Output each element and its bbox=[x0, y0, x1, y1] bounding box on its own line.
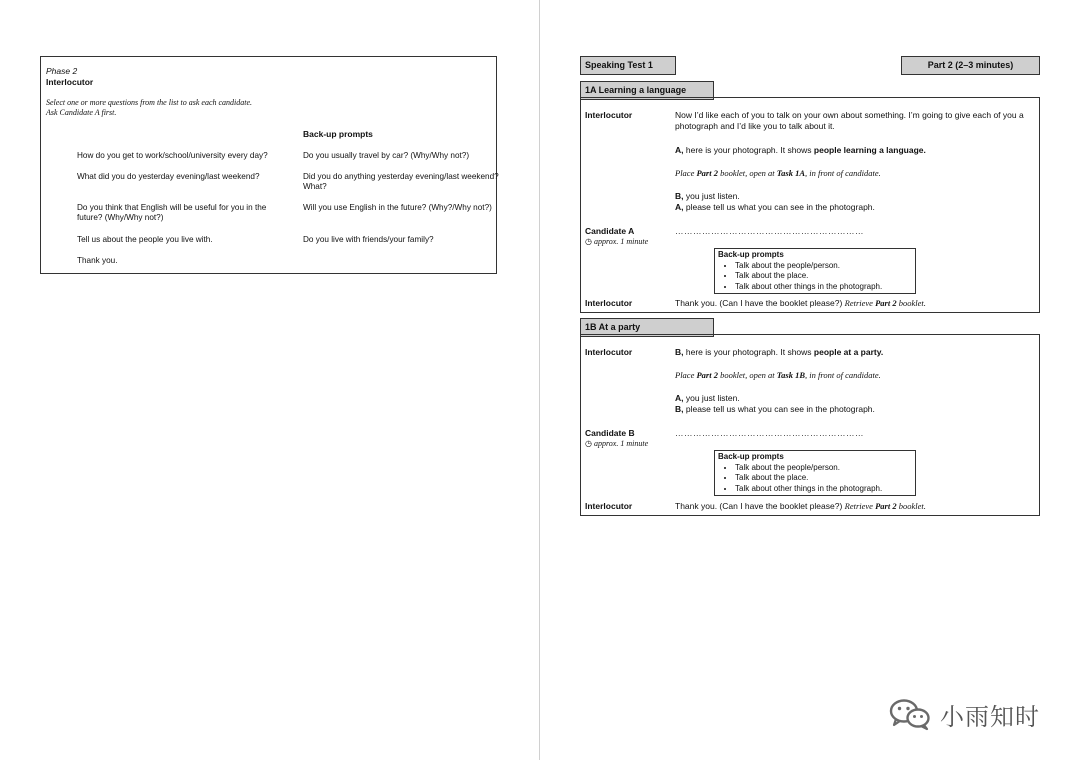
retrieve-text: booklet. bbox=[896, 298, 926, 308]
list-item: • Talk about the place. bbox=[735, 473, 912, 484]
backup-prompt: Do you usually travel by car? (Why/Why not?) bbox=[303, 151, 470, 160]
photo-topic: people at a party. bbox=[813, 347, 884, 357]
speaking-test-label: Speaking Test 1 bbox=[580, 56, 676, 75]
task-1b-title: 1B At a party bbox=[580, 318, 714, 337]
candidate-letter: B, bbox=[675, 404, 684, 414]
place-text: booklet, open at bbox=[717, 370, 777, 380]
instructions-line-1: Select one or more questions from the list to ask each candidate. bbox=[46, 98, 253, 107]
question: How do you get to work/school/university every day? bbox=[77, 151, 268, 160]
instructions bbox=[46, 98, 491, 118]
list-item: • Talk about other things in the photograph. bbox=[735, 282, 912, 293]
place-text: booklet, open at bbox=[717, 168, 777, 178]
response-dots: ……………………………………………………… bbox=[675, 226, 864, 236]
interlocutor-label: Interlocutor bbox=[585, 347, 633, 357]
backup-prompts-title: Back-up prompts bbox=[718, 452, 784, 461]
question: What did you do yesterday evening/last weekend? bbox=[77, 172, 260, 181]
list-item: • Talk about other things in the photograph. bbox=[735, 484, 912, 495]
candidate-b-label: Candidate B bbox=[585, 428, 635, 438]
wechat-icon bbox=[888, 697, 932, 731]
watermark bbox=[888, 696, 1040, 732]
time-note bbox=[585, 237, 648, 247]
interlocutor-heading: Interlocutor bbox=[46, 77, 94, 87]
list-item: • Talk about the people/person. bbox=[735, 463, 912, 474]
phase2-box bbox=[40, 56, 497, 274]
task-1b-box bbox=[580, 334, 1040, 516]
retrieve-text: Retrieve bbox=[844, 501, 876, 511]
phase-label: Phase 2 bbox=[46, 66, 78, 76]
question: Thank you. bbox=[77, 256, 118, 265]
list-item: • Talk about the place. bbox=[735, 271, 912, 282]
tell-line bbox=[675, 202, 1035, 213]
task-1a-box bbox=[580, 97, 1040, 313]
place-instruction bbox=[675, 370, 1035, 381]
time-note bbox=[585, 439, 648, 449]
interlocutor-closing-label: Interlocutor bbox=[585, 501, 633, 511]
retrieve-booklet: Part 2 bbox=[875, 298, 897, 308]
question: Do you think that English will be useful for you in the future? (Why/Why not?) bbox=[77, 203, 267, 222]
place-text: Place bbox=[675, 168, 697, 178]
time-text: approx. 1 minute bbox=[593, 439, 649, 448]
photo-line bbox=[675, 145, 1035, 156]
time-text: approx. 1 minute bbox=[593, 237, 649, 246]
tell-text: please tell us what you can see in the photograph. bbox=[683, 404, 875, 414]
candidate-letter: B, bbox=[675, 191, 684, 201]
question: Tell us about the people you live with. bbox=[77, 235, 213, 244]
photo-line-text: here is your photograph. It shows bbox=[683, 347, 814, 357]
listen-text: you just listen. bbox=[683, 191, 740, 201]
part-label: Part 2 (2–3 minutes) bbox=[901, 56, 1040, 75]
clock-icon: ◷ bbox=[585, 439, 592, 448]
retrieve-instruction bbox=[845, 501, 926, 511]
interlocutor-closing-label: Interlocutor bbox=[585, 298, 633, 308]
backup-prompt: Will you use English in the future? (Why?/Why not?) bbox=[303, 203, 492, 212]
retrieve-text: booklet. bbox=[896, 501, 926, 511]
place-text: , in front of candidate. bbox=[805, 168, 881, 178]
task-1a-title: 1A Learning a language bbox=[580, 81, 714, 100]
retrieve-instruction bbox=[845, 298, 926, 308]
photo-topic: people learning a language. bbox=[813, 145, 926, 155]
retrieve-booklet: Part 2 bbox=[875, 501, 897, 511]
candidate-letter: B, bbox=[675, 347, 684, 357]
place-task: Task 1A bbox=[776, 168, 806, 178]
tell-text: please tell us what you can see in the photograph. bbox=[683, 202, 875, 212]
response-dots: ……………………………………………………… bbox=[675, 428, 864, 438]
backup-prompts-list bbox=[718, 463, 912, 495]
listen-line bbox=[675, 191, 1035, 202]
place-text: , in front of candidate. bbox=[805, 370, 881, 380]
closing-text: Thank you. (Can I have the booklet please?) bbox=[675, 298, 845, 308]
tell-line bbox=[675, 404, 1035, 415]
candidate-a-label: Candidate A bbox=[585, 226, 635, 236]
candidate-letter: A, bbox=[675, 145, 684, 155]
listen-line bbox=[675, 393, 1035, 404]
place-instruction bbox=[675, 168, 1035, 179]
backup-prompts-box bbox=[714, 450, 916, 496]
watermark-text: 小雨知时 bbox=[940, 702, 1040, 731]
clock-icon: ◷ bbox=[585, 237, 592, 246]
closing-line bbox=[675, 298, 1035, 309]
backup-prompts-box bbox=[714, 248, 916, 294]
listen-text: you just listen. bbox=[683, 393, 740, 403]
backup-prompts-title: Back-up prompts bbox=[718, 250, 784, 259]
closing-line bbox=[675, 501, 1035, 512]
instructions-line-2: Ask Candidate A first. bbox=[46, 108, 117, 117]
backup-prompts-header: Back-up prompts bbox=[303, 129, 373, 139]
place-booklet: Part 2 bbox=[696, 168, 718, 178]
candidate-letter: A, bbox=[675, 202, 684, 212]
interlocutor-label: Interlocutor bbox=[585, 110, 633, 120]
place-text: Place bbox=[675, 370, 697, 380]
photo-line-text: here is your photograph. It shows bbox=[683, 145, 814, 155]
candidate-letter: A, bbox=[675, 393, 684, 403]
page-divider bbox=[539, 0, 540, 760]
closing-text: Thank you. (Can I have the booklet please?) bbox=[675, 501, 845, 511]
backup-prompts-list bbox=[718, 261, 912, 293]
retrieve-text: Retrieve bbox=[844, 298, 876, 308]
photo-line bbox=[675, 347, 1035, 358]
backup-prompt: Do you live with friends/your family? bbox=[303, 235, 434, 244]
intro-text: Now I’d like each of you to talk on your own about something. I’m going to give each of you a photograph and I’d like you to talk about it. bbox=[675, 110, 1024, 131]
list-item: • Talk about the people/person. bbox=[735, 261, 912, 272]
backup-prompt: Did you do anything yesterday evening/last weekend? What? bbox=[303, 172, 499, 191]
place-booklet: Part 2 bbox=[696, 370, 718, 380]
place-task: Task 1B bbox=[776, 370, 806, 380]
